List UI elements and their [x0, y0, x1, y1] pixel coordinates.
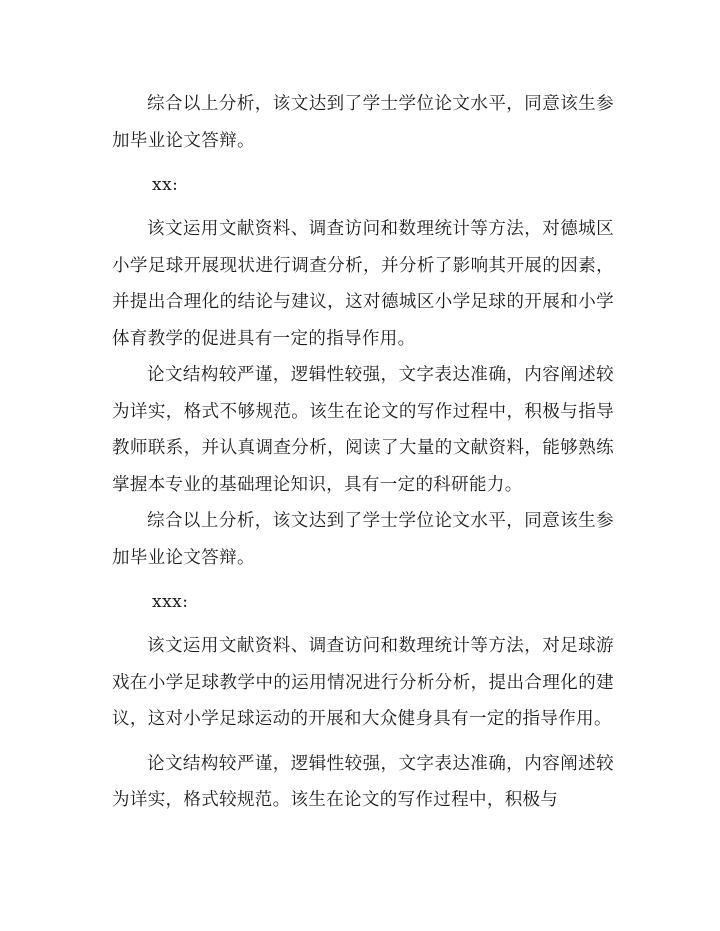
- spacer: [112, 159, 614, 167]
- spacer: [112, 203, 614, 211]
- spacer: [112, 620, 614, 628]
- paragraph-conclusion-2: 综合以上分析，该文达到了学士学位论文水平，同意该生参加毕业论文答辩。: [112, 511, 614, 568]
- paragraph-review-2-structure: 论文结构较严谨，逻辑性较强，文字表达准确，内容阐述较为详实，格式较规范。该生在论文的写作过程中，积极与: [112, 753, 614, 810]
- paragraph-review-1-structure: 论文结构较严谨，逻辑性较强，文字表达准确，内容阐述较为详实，格式不够规范。该生在论文的写作过程中，积极与指导教师联系，并认真调查分析，阅读了大量的文献资料，能够熟练掌握本专业的基础理论知识，具有一定的科研能力。: [112, 365, 614, 495]
- spacer: [112, 738, 614, 746]
- paragraph-review-2-summary: 该文运用文献资料、调查访问和数理统计等方法，对足球游戏在小学足球教学中的运用情况进行分析分析，提出合理化的建议，这对小学足球运动的开展和大众健身具有一定的指导作用。: [112, 636, 614, 729]
- reviewer-name-1: xx:: [152, 175, 179, 195]
- spacer: [112, 576, 614, 584]
- document-page: [112, 86, 614, 819]
- reviewer-name-2: xxx:: [152, 592, 189, 612]
- paragraph-review-1-summary: 该文运用文献资料、调查访问和数理统计等方法，对德城区小学足球开展现状进行调查分析，并分析了影响其开展的因素，并提出合理化的结论与建议，这对德城区小学足球的开展和小学体育教学的促进具有一定的指导作用。: [112, 219, 614, 349]
- paragraph-conclusion-1: 综合以上分析，该文达到了学士学位论文水平，同意该生参加毕业论文答辩。: [112, 94, 614, 151]
